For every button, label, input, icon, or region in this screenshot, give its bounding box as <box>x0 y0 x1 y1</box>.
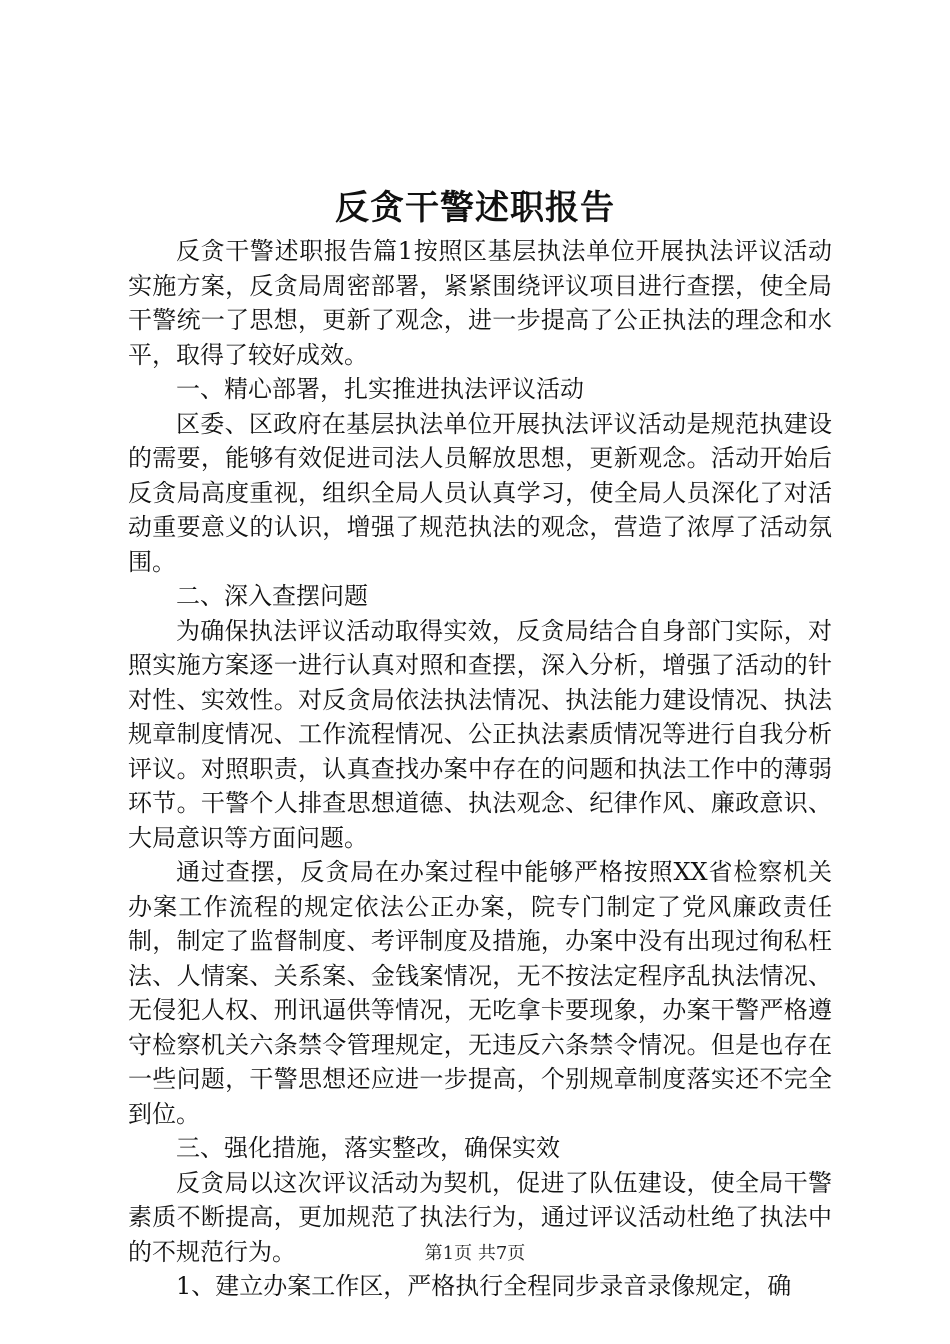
section-2-paragraph-2: 通过查摆，反贪局在办案过程中能够严格按照XX省检察机关办案工作流程的规定依法公正办案，院专门制定了党风廉政责任制，制定了监督制度、考评制度及措施，办案中没有出现过徇私枉法、人情案、关系案、金钱案情况，无不按法定程序乱执法情况、无侵犯人权、刑讯逼供等情况，无吃拿卡要现象，办案干警严格遵守检察机关六条禁令管理规定，无违反六条禁令情况。但是也存在一些问题，干警思想还应进一步提高，个别规章制度落实还不完全到位。 <box>128 858 832 1128</box>
page-number-footer: 第1页 共7页 <box>424 1243 526 1264</box>
document-body <box>128 234 832 1304</box>
section-2-paragraph-1: 为确保执法评议活动取得实效，反贪局结合自身部门实际，对照实施方案逐一进行认真对照和查摆，深入分析，增强了活动的针对性、实效性。对反贪局依法执法情况、执法能力建设情况、执法规章制度情况、工作流程情况、公正执法素质情况等进行自我分析评议。对照职责，认真查找办案中存在的问题和执法工作中的薄弱环节。干警个人排查思想道德、执法观念、纪律作风、廉政意识、大局意识等方面问题。 <box>128 616 832 852</box>
section-1-paragraph: 区委、区政府在基层执法单位开展执法评议活动是规范执建设的需要，能够有效促进司法人员解放思想，更新观念。活动开始后反贪局高度重视，组织全局人员认真学习，使全局人员深化了对活动重要意义的认识，增强了规范执法的观念，营造了浓厚了活动氛围。 <box>128 409 832 576</box>
section-3-paragraph-1: 反贪局以这次评议活动为契机，促进了队伍建设，使全局干警素质不断提高，更加规范了执法行为，通过评议活动杜绝了执法中的不规范行为。 <box>128 1168 832 1266</box>
intro-paragraph: 反贪干警述职报告篇1按照区基层执法单位开展执法评议活动实施方案，反贪局周密部署，紧紧围绕评议项目进行查摆，使全局干警统一了思想，更新了观念，进一步提高了公正执法的理念和水平，取得了较好成效。 <box>128 237 832 369</box>
section-heading-1: 一、精心部署，扎实推进执法评议活动 <box>176 375 584 403</box>
document-title: 反贪干警述职报告 <box>335 188 615 228</box>
section-heading-2: 二、深入查摆问题 <box>176 582 368 610</box>
section-heading-3: 三、强化措施，落实整改，确保实效 <box>176 1134 560 1162</box>
section-3-paragraph-2: 1、建立办案工作区，严格执行全程同步录音录像规定，确 <box>176 1272 792 1300</box>
